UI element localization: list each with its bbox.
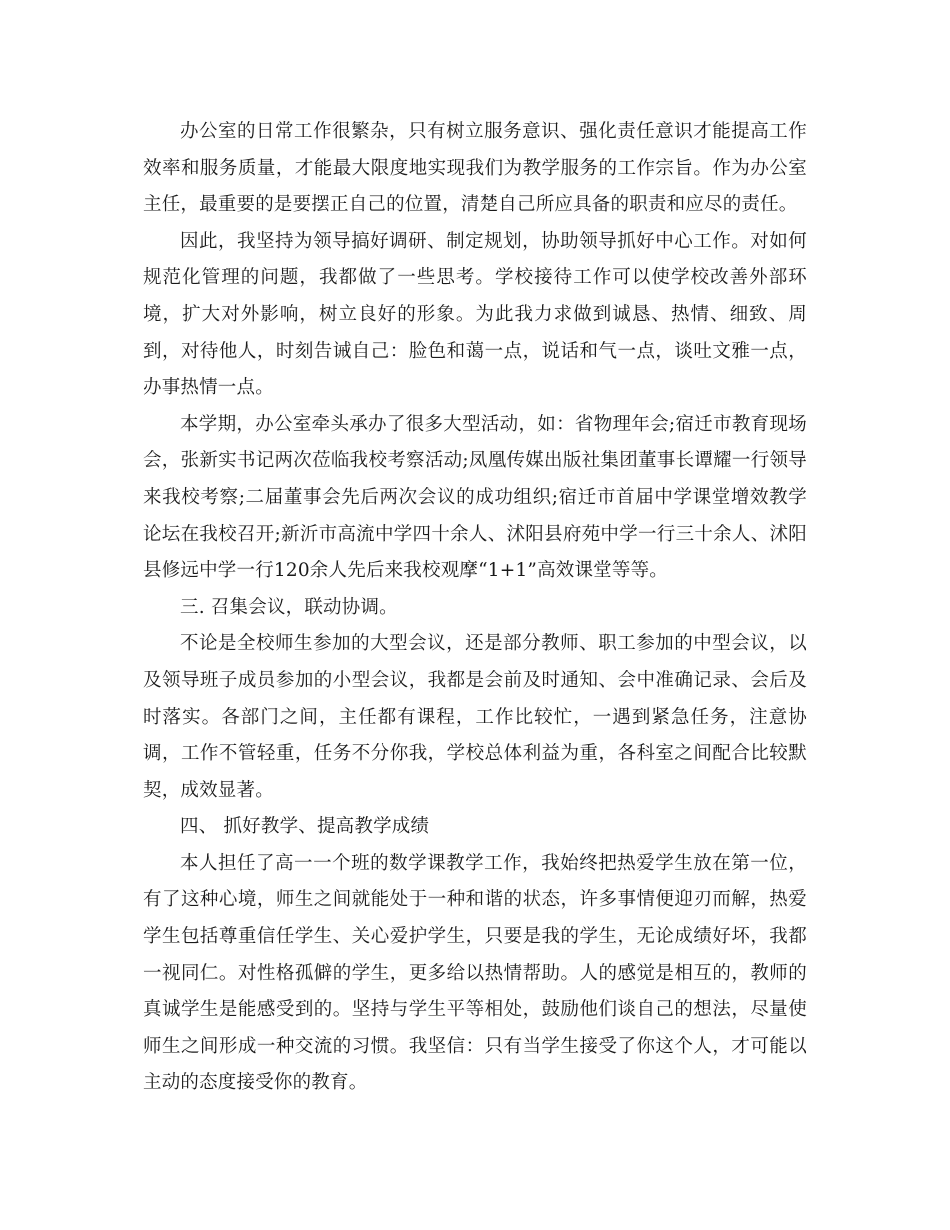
paragraph-reception-work: 因此，我坚持为领导搞好调研、制定规划，协助领导抓好中心工作。对如何规范化管理的问题，我都做了一些思考。学校接待工作可以使学校改善外部环境，扩大对外影响，树立良好的形象。为此我力求做到诚恳、热情、细致、周到，对待他人，时刻告诫自己：脸色和蔼一点，说话和气一点，谈吐文雅一点，办事热情一点。 — [143, 230, 807, 399]
section-heading-teaching: 四、 抓好教学、提高教学成绩 — [180, 816, 430, 838]
paragraph-office-work: 办公室的日常工作很繁杂，只有树立服务意识、强化责任意识才能提高工作效率和服务质量，才能最大限度地实现我们为教学服务的工作宗旨。作为办公室主任，最重要的是要摆正自己的位置，清楚自己所应具备的职责和应尽的责任。 — [143, 121, 807, 216]
document-body — [143, 114, 807, 1102]
paragraph-major-events: 本学期，办公室牵头承办了很多大型活动，如：省物理年会;宿迁市教育现场会，张新实书记两次莅临我校考察活动;凤凰传媒出版社集团董事长谭耀一行领导来我校考察;二届董事会先后两次会议的成功组织;宿迁市首届中学课堂增效教学论坛在我校召开;新沂市高流中学四十余人、沭阳县府苑中学一行三十余人、沭阳县修远中学一行120余人先后来我校观摩“1+1”高效课堂等等。 — [143, 413, 807, 582]
paragraph-teaching: 本人担任了高一一个班的数学课教学工作，我始终把热爱学生放在第一位，有了这种心境，师生之间就能处于一种和谐的状态，许多事情便迎刃而解，热爱学生包括尊重信任学生、关心爱护学生，只要是我的学生，无论成绩好坏，我都一视同仁。对性格孤僻的学生，更多给以热情帮助。人的感觉是相互的，教师的真诚学生是能感受到的。坚持与学生平等相处，鼓励他们谈自己的想法，尽量使师生之间形成一种交流的习惯。我坚信：只有当学生接受了你这个人，才可能以主动的态度接受你的教育。 — [143, 852, 807, 1094]
section-heading-meetings: 三. 召集会议，联动协调。 — [180, 596, 398, 618]
paragraph-meetings: 不论是全校师生参加的大型会议，还是部分教师、职工参加的中型会议，以及领导班子成员参加的小型会议，我都是会前及时通知、会中准确记录、会后及时落实。各部门之间，主任都有课程，工作比较忙，一遇到紧急任务，注意协调，工作不管轻重，任务不分你我，学校总体利益为重，各科室之间配合比较默契，成效显著。 — [143, 633, 807, 801]
